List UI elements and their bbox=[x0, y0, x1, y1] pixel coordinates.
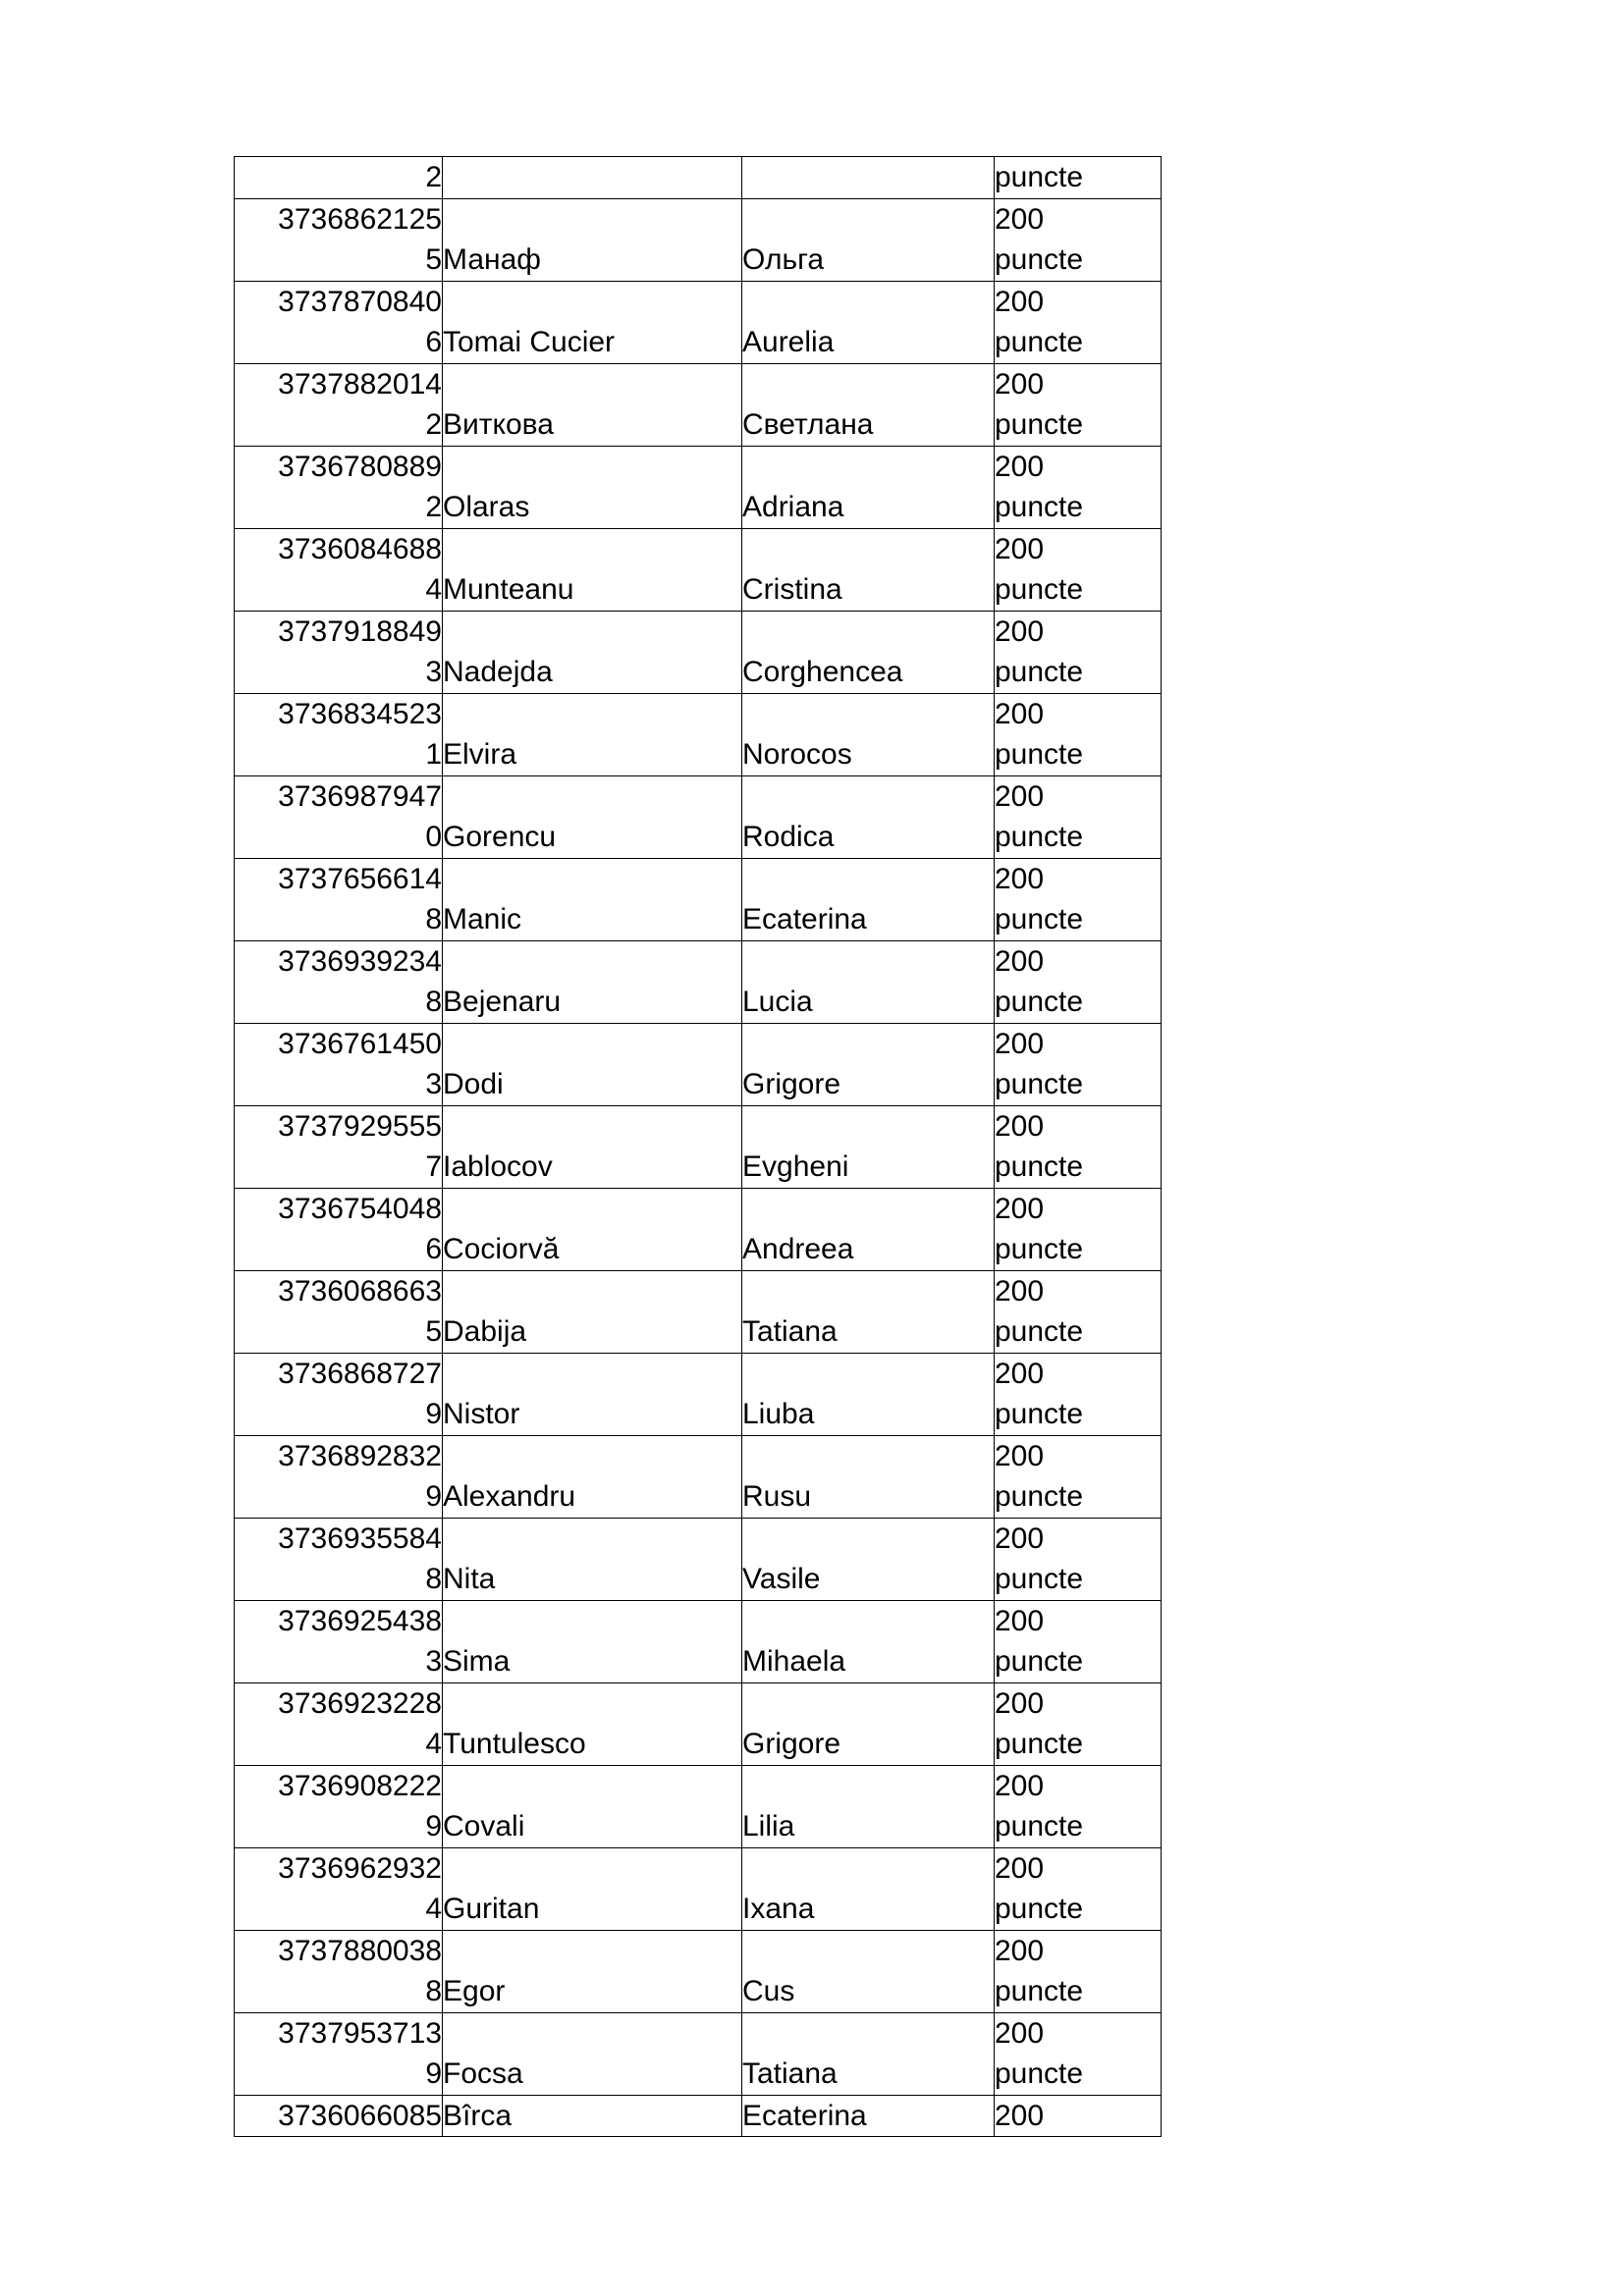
phone-number-tail: 8 bbox=[425, 1975, 442, 2007]
points-value: 200 bbox=[995, 450, 1045, 483]
last-name-cell bbox=[443, 1353, 742, 1435]
points-value: 200 bbox=[995, 1604, 1045, 1637]
points-tail: puncte bbox=[995, 161, 1084, 193]
phone-number-part: 3736939234 bbox=[278, 944, 442, 978]
points-unit: puncte bbox=[995, 326, 1084, 358]
first-name: Norocos bbox=[742, 738, 852, 771]
last-name: Tuntulesco bbox=[443, 1728, 586, 1760]
phone-cell bbox=[235, 1930, 443, 2012]
points-unit: puncte bbox=[995, 986, 1084, 1018]
points-value: 200 bbox=[995, 1274, 1045, 1308]
points-value: 200 bbox=[995, 285, 1045, 318]
points-cell bbox=[995, 775, 1162, 858]
last-name-cell bbox=[443, 775, 742, 858]
results-table bbox=[234, 156, 1162, 2137]
phone-cell bbox=[235, 2012, 443, 2095]
phone-number: 3736066085 bbox=[278, 2099, 442, 2132]
first-name: Ольга bbox=[742, 243, 825, 276]
last-name-cell bbox=[443, 1105, 742, 1188]
last-name-cell bbox=[443, 281, 742, 363]
phone-number-part: 3736923228 bbox=[278, 1686, 442, 1720]
first-name-cell bbox=[742, 281, 995, 363]
first-name: Rusu bbox=[742, 1480, 812, 1513]
table-row-continued bbox=[235, 157, 1162, 199]
table-row bbox=[235, 528, 1162, 611]
points-value: 200 bbox=[995, 532, 1045, 565]
first-name: Cristina bbox=[742, 573, 842, 606]
points-cell bbox=[995, 1353, 1162, 1435]
first-name-cell bbox=[742, 775, 995, 858]
points-unit: puncte bbox=[995, 1563, 1084, 1595]
points-unit: puncte bbox=[995, 738, 1084, 771]
points-unit: puncte bbox=[995, 573, 1084, 606]
phone-number-tail: 6 bbox=[425, 1233, 442, 1265]
phone-cell bbox=[235, 858, 443, 940]
first-name: Tatiana bbox=[742, 2057, 838, 2090]
last-name-cell bbox=[443, 1518, 742, 1600]
last-name-cell bbox=[443, 528, 742, 611]
last-name: Nita bbox=[443, 1563, 496, 1595]
first-name-cell bbox=[742, 1765, 995, 1847]
points-unit: puncte bbox=[995, 408, 1084, 441]
phone-number-tail: 5 bbox=[425, 243, 442, 276]
phone-number-part: 3736780889 bbox=[278, 450, 442, 483]
phone-cell bbox=[235, 1518, 443, 1600]
table-row bbox=[235, 693, 1162, 775]
first-name: Aurelia bbox=[742, 326, 835, 358]
phone-number-tail: 4 bbox=[425, 1728, 442, 1760]
first-name: Andreea bbox=[742, 1233, 854, 1265]
first-name: Liuba bbox=[742, 1398, 815, 1430]
first-name-cell bbox=[742, 1682, 995, 1765]
last-name-cell bbox=[443, 2012, 742, 2095]
last-name: Gorencu bbox=[443, 821, 557, 853]
phone-cell bbox=[235, 1600, 443, 1682]
points-unit: puncte bbox=[995, 1893, 1084, 1925]
last-name-cell bbox=[443, 1023, 742, 1105]
table-row bbox=[235, 775, 1162, 858]
last-name-cell bbox=[443, 1188, 742, 1270]
last-name-cell bbox=[443, 157, 742, 199]
table-row bbox=[235, 1930, 1162, 2012]
first-name bbox=[742, 157, 994, 198]
phone-cell bbox=[235, 1765, 443, 1847]
last-name: Nadejda bbox=[443, 656, 553, 688]
phone-cell bbox=[235, 1188, 443, 1270]
table-row bbox=[235, 1270, 1162, 1353]
phone-cell bbox=[235, 1353, 443, 1435]
phone-number-tail: 5 bbox=[425, 1315, 442, 1348]
first-name-cell bbox=[742, 1600, 995, 1682]
phone-number-tail: 8 bbox=[425, 1563, 442, 1595]
points-cell bbox=[995, 281, 1162, 363]
phone-number-part: 3737882014 bbox=[278, 367, 442, 400]
points-cell bbox=[995, 1765, 1162, 1847]
last-name-cell bbox=[443, 858, 742, 940]
table-row bbox=[235, 1518, 1162, 1600]
points-cell bbox=[995, 611, 1162, 693]
phone-number-tail: 3 bbox=[425, 656, 442, 688]
first-name-cell bbox=[742, 528, 995, 611]
phone-number-tail: 1 bbox=[425, 738, 442, 771]
phone-number-part: 3737953713 bbox=[278, 2016, 442, 2050]
phone-cell bbox=[235, 363, 443, 446]
phone-number-tail: 9 bbox=[425, 1810, 442, 1842]
table-row bbox=[235, 1765, 1162, 1847]
points-cell bbox=[995, 693, 1162, 775]
phone-cell bbox=[235, 940, 443, 1023]
phone-tail: 2 bbox=[425, 161, 442, 193]
points-value: 200 bbox=[995, 367, 1045, 400]
first-name: Grigore bbox=[742, 1068, 841, 1100]
first-name-cell bbox=[742, 1435, 995, 1518]
points-cell bbox=[995, 1270, 1162, 1353]
table-row bbox=[235, 363, 1162, 446]
last-name: Nistor bbox=[443, 1398, 520, 1430]
phone-cell bbox=[235, 1023, 443, 1105]
last-name-cell bbox=[443, 1682, 742, 1765]
phone-cell bbox=[235, 1682, 443, 1765]
points-cell bbox=[995, 528, 1162, 611]
points-unit: puncte bbox=[995, 1150, 1084, 1183]
phone-number-part: 3736084688 bbox=[278, 532, 442, 565]
last-name-cell bbox=[443, 1270, 742, 1353]
phone-cell bbox=[235, 775, 443, 858]
points-cell bbox=[995, 858, 1162, 940]
points-value: 200 bbox=[995, 1769, 1045, 1802]
points-value: 200 bbox=[995, 779, 1045, 813]
points-value: 200 bbox=[995, 944, 1045, 978]
phone-number-part: 3737656614 bbox=[278, 862, 442, 895]
last-name: Sima bbox=[443, 1645, 511, 1678]
last-name: Manic bbox=[443, 903, 522, 935]
phone-number-tail: 8 bbox=[425, 986, 442, 1018]
first-name-cell bbox=[742, 1518, 995, 1600]
table-row bbox=[235, 281, 1162, 363]
phone-number-tail: 6 bbox=[425, 326, 442, 358]
phone-cell bbox=[235, 198, 443, 281]
phone-cell bbox=[235, 611, 443, 693]
phone-number-part: 3736892832 bbox=[278, 1439, 442, 1472]
last-name: Elvira bbox=[443, 738, 517, 771]
phone-number-part: 3737870840 bbox=[278, 285, 442, 318]
phone-number-part: 3736754048 bbox=[278, 1192, 442, 1225]
phone-number-part: 3736962932 bbox=[278, 1851, 442, 1885]
points-value: 200 bbox=[995, 1192, 1045, 1225]
last-name: Alexandru bbox=[443, 1480, 576, 1513]
first-name-cell bbox=[742, 2095, 995, 2137]
points-value: 200 bbox=[995, 1686, 1045, 1720]
points-unit: puncte bbox=[995, 1645, 1084, 1678]
table-row bbox=[235, 446, 1162, 528]
phone-number-part: 3737929555 bbox=[278, 1109, 442, 1143]
last-name-cell bbox=[443, 611, 742, 693]
points-cell bbox=[995, 1682, 1162, 1765]
phone-number-part: 3736862125 bbox=[278, 202, 442, 236]
points-cell bbox=[995, 1105, 1162, 1188]
phone-number-tail: 2 bbox=[425, 491, 442, 523]
first-name-cell bbox=[742, 1105, 995, 1188]
first-name: Corghencea bbox=[742, 656, 903, 688]
table-row bbox=[235, 611, 1162, 693]
first-name-cell bbox=[742, 611, 995, 693]
first-name-cell bbox=[742, 1930, 995, 2012]
phone-number-part: 3737880038 bbox=[278, 1934, 442, 1967]
points-cell bbox=[995, 1930, 1162, 2012]
first-name-cell bbox=[742, 2012, 995, 2095]
points-unit: puncte bbox=[995, 243, 1084, 276]
last-name: Cociorvă bbox=[443, 1233, 560, 1265]
points-cell bbox=[995, 363, 1162, 446]
last-name-cell bbox=[443, 446, 742, 528]
first-name: Ecaterina bbox=[742, 2099, 867, 2132]
last-name: Bîrca bbox=[443, 2099, 513, 2132]
points-unit: puncte bbox=[995, 1480, 1084, 1513]
last-name: Munteanu bbox=[443, 573, 574, 606]
first-name-cell bbox=[742, 1270, 995, 1353]
points-cell bbox=[995, 940, 1162, 1023]
points-cell bbox=[995, 198, 1162, 281]
first-name-cell bbox=[742, 363, 995, 446]
table-row bbox=[235, 2012, 1162, 2095]
first-name: Adriana bbox=[742, 491, 844, 523]
points-value: 200 bbox=[995, 1439, 1045, 1472]
table-row bbox=[235, 1600, 1162, 1682]
last-name-cell bbox=[443, 1765, 742, 1847]
points-value: 200 bbox=[995, 614, 1045, 648]
phone-number-part: 3736908222 bbox=[278, 1769, 442, 1802]
first-name: Grigore bbox=[742, 1728, 841, 1760]
last-name: Egor bbox=[443, 1975, 506, 2007]
points-value: 200 bbox=[995, 2099, 1045, 2132]
last-name-cell bbox=[443, 363, 742, 446]
phone-cell bbox=[235, 2095, 443, 2137]
first-name-cell bbox=[742, 1847, 995, 1930]
last-name: Tomai Cucier bbox=[443, 326, 616, 358]
points-unit: puncte bbox=[995, 1975, 1084, 2007]
first-name: Tatiana bbox=[742, 1315, 838, 1348]
points-unit: puncte bbox=[995, 1315, 1084, 1348]
first-name: Lucia bbox=[742, 986, 813, 1018]
first-name-cell bbox=[742, 858, 995, 940]
first-name: Ixana bbox=[742, 1893, 815, 1925]
phone-number-part: 3736834523 bbox=[278, 697, 442, 730]
first-name: Evgheni bbox=[742, 1150, 849, 1183]
last-name-cell bbox=[443, 1930, 742, 2012]
first-name-cell bbox=[742, 446, 995, 528]
last-name: Виткова bbox=[443, 408, 554, 441]
last-name: Covali bbox=[443, 1810, 525, 1842]
points-value: 200 bbox=[995, 1522, 1045, 1555]
points-cell bbox=[995, 2095, 1162, 2137]
phone-number-part: 3736761450 bbox=[278, 1027, 442, 1060]
phone-cell bbox=[235, 528, 443, 611]
points-unit: puncte bbox=[995, 2057, 1084, 2090]
points-unit: puncte bbox=[995, 903, 1084, 935]
phone-number-part: 3736935584 bbox=[278, 1522, 442, 1555]
phone-number-tail: 2 bbox=[425, 408, 442, 441]
phone-number-tail: 8 bbox=[425, 903, 442, 935]
phone-cell bbox=[235, 1847, 443, 1930]
first-name-cell bbox=[742, 198, 995, 281]
phone-cell bbox=[235, 281, 443, 363]
phone-number-tail: 0 bbox=[425, 821, 442, 853]
table-row bbox=[235, 1353, 1162, 1435]
last-name: Olaras bbox=[443, 491, 530, 523]
points-cell bbox=[995, 1518, 1162, 1600]
phone-number-part: 3736868727 bbox=[278, 1357, 442, 1390]
first-name-cell bbox=[742, 1188, 995, 1270]
table-row bbox=[235, 1847, 1162, 1930]
last-name-cell bbox=[443, 2095, 742, 2137]
points-cell bbox=[995, 1847, 1162, 1930]
first-name: Rodica bbox=[742, 821, 835, 853]
points-value: 200 bbox=[995, 1027, 1045, 1060]
points-cell bbox=[995, 1435, 1162, 1518]
table-row bbox=[235, 1682, 1162, 1765]
table-row bbox=[235, 1023, 1162, 1105]
last-name: Focsa bbox=[443, 2057, 523, 2090]
last-name-cell bbox=[443, 1847, 742, 1930]
points-value: 200 bbox=[995, 1851, 1045, 1885]
phone-cell bbox=[235, 446, 443, 528]
points-unit: puncte bbox=[995, 656, 1084, 688]
points-value: 200 bbox=[995, 1109, 1045, 1143]
points-unit: puncte bbox=[995, 491, 1084, 523]
last-name-cell bbox=[443, 1600, 742, 1682]
last-name: Bejenaru bbox=[443, 986, 562, 1018]
points-unit: puncte bbox=[995, 1068, 1084, 1100]
last-name-cell bbox=[443, 693, 742, 775]
phone-cell bbox=[235, 693, 443, 775]
phone-number-tail: 7 bbox=[425, 1150, 442, 1183]
points-cell bbox=[995, 1188, 1162, 1270]
phone-number-tail: 9 bbox=[425, 1480, 442, 1513]
phone-number-part: 3736987947 bbox=[278, 779, 442, 813]
phone-cell bbox=[235, 157, 443, 199]
table-row bbox=[235, 1105, 1162, 1188]
last-name bbox=[443, 157, 741, 198]
table-row bbox=[235, 940, 1162, 1023]
points-cell bbox=[995, 2012, 1162, 2095]
points-value: 200 bbox=[995, 1934, 1045, 1967]
points-cell bbox=[995, 1023, 1162, 1105]
phone-cell bbox=[235, 1105, 443, 1188]
last-name-cell bbox=[443, 198, 742, 281]
points-cell bbox=[995, 1600, 1162, 1682]
phone-cell bbox=[235, 1435, 443, 1518]
points-unit: puncte bbox=[995, 821, 1084, 853]
first-name: Ecaterina bbox=[742, 903, 867, 935]
phone-number-tail: 3 bbox=[425, 1645, 442, 1678]
phone-number-part: 3737918849 bbox=[278, 614, 442, 648]
points-unit: puncte bbox=[995, 1233, 1084, 1265]
first-name-cell bbox=[742, 1023, 995, 1105]
points-cell bbox=[995, 446, 1162, 528]
table-row bbox=[235, 1188, 1162, 1270]
points-value: 200 bbox=[995, 202, 1045, 236]
last-name-cell bbox=[443, 1435, 742, 1518]
first-name-cell bbox=[742, 1353, 995, 1435]
first-name: Lilia bbox=[742, 1810, 795, 1842]
table-row bbox=[235, 858, 1162, 940]
phone-number-tail: 9 bbox=[425, 1398, 442, 1430]
last-name: Dabija bbox=[443, 1315, 527, 1348]
last-name: Guritan bbox=[443, 1893, 540, 1925]
last-name: Iablocov bbox=[443, 1150, 553, 1183]
points-value: 200 bbox=[995, 1357, 1045, 1390]
points-value: 200 bbox=[995, 2016, 1045, 2050]
first-name: Cus bbox=[742, 1975, 795, 2007]
last-name: Dodi bbox=[443, 1068, 504, 1100]
phone-number-tail: 9 bbox=[425, 2057, 442, 2090]
last-name: Манаф bbox=[443, 243, 541, 276]
table-body bbox=[235, 157, 1162, 2137]
points-cell bbox=[995, 157, 1162, 199]
first-name-cell bbox=[742, 693, 995, 775]
phone-number-tail: 4 bbox=[425, 1893, 442, 1925]
first-name: Mihaela bbox=[742, 1645, 846, 1678]
points-unit: puncte bbox=[995, 1810, 1084, 1842]
phone-number-tail: 3 bbox=[425, 1068, 442, 1100]
first-name: Светлана bbox=[742, 408, 874, 441]
table-row bbox=[235, 198, 1162, 281]
first-name: Vasile bbox=[742, 1563, 821, 1595]
table-row bbox=[235, 1435, 1162, 1518]
table-row-last bbox=[235, 2095, 1162, 2137]
phone-number-tail: 4 bbox=[425, 573, 442, 606]
points-unit: puncte bbox=[995, 1398, 1084, 1430]
points-value: 200 bbox=[995, 697, 1045, 730]
last-name-cell bbox=[443, 940, 742, 1023]
phone-number-part: 3736068663 bbox=[278, 1274, 442, 1308]
phone-number-part: 3736925438 bbox=[278, 1604, 442, 1637]
points-unit: puncte bbox=[995, 1728, 1084, 1760]
first-name-cell bbox=[742, 940, 995, 1023]
phone-cell bbox=[235, 1270, 443, 1353]
points-value: 200 bbox=[995, 862, 1045, 895]
first-name-cell bbox=[742, 157, 995, 199]
